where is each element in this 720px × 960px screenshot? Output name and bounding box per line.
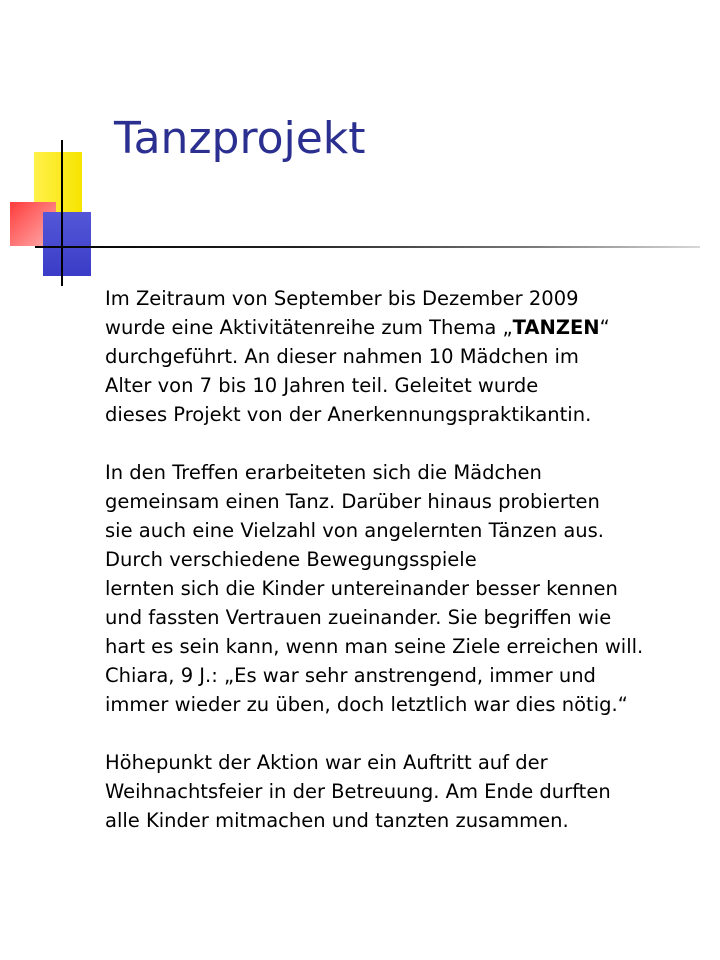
text-line: lernten sich die Kinder untereinander besser kennen (105, 577, 618, 600)
paragraph-spacer (105, 719, 705, 748)
text-line: Im Zeitraum von September bis Dezember 2009 (105, 287, 579, 310)
text-line: und fassten Vertrauen zueinander. Sie begriffen wie (105, 606, 612, 629)
paragraph-spacer (105, 429, 705, 458)
text-line: dieses Projekt von der Anerkennungspraktikantin. (105, 403, 592, 426)
text-line (105, 313, 705, 342)
quote-line: Chiara, 9 J.: „Es war sehr anstrengend, immer und (105, 664, 596, 687)
slide-title: Tanzprojekt (114, 113, 366, 164)
text-line: durchgeführt. An dieser nahmen 10 Mädchen im (105, 345, 579, 368)
quote-line: immer wieder zu üben, doch letztlich war dies nötig.“ (105, 693, 628, 716)
text-line: Alter von 7 bis 10 Jahren teil. Geleitet wurde (105, 374, 539, 397)
paragraph-1 (105, 284, 705, 429)
text-line: In den Treffen erarbeiteten sich die Mädchen (105, 461, 542, 484)
text-line: gemeinsam einen Tanz. Darüber hinaus probierten (105, 490, 600, 513)
text-line: hart es sein kann, wenn man seine Ziele erreichen will. (105, 635, 644, 658)
text-line: Weihnachtsfeier in der Betreuung. Am Ende durften (105, 780, 611, 803)
paragraph-2 (105, 458, 705, 719)
decorative-vertical-line (61, 140, 63, 286)
text-segment: wurde eine Aktivitätenreihe zum Thema „ (105, 316, 513, 339)
emphasized-topic: TANZEN (512, 316, 600, 339)
title-underline-rule (35, 246, 700, 248)
text-line: alle Kinder mitmachen und tanzten zusammen. (105, 809, 569, 832)
slide-body (105, 284, 705, 835)
text-line: sie auch eine Vielzahl von angelernten Tänzen aus. (105, 519, 604, 542)
text-segment: “ (599, 316, 610, 339)
text-line: Durch verschiedene Bewegungsspiele (105, 548, 477, 571)
decorative-blue-square (43, 212, 91, 276)
text-line: Höhepunkt der Aktion war ein Auftritt auf der (105, 751, 548, 774)
paragraph-3 (105, 748, 705, 835)
